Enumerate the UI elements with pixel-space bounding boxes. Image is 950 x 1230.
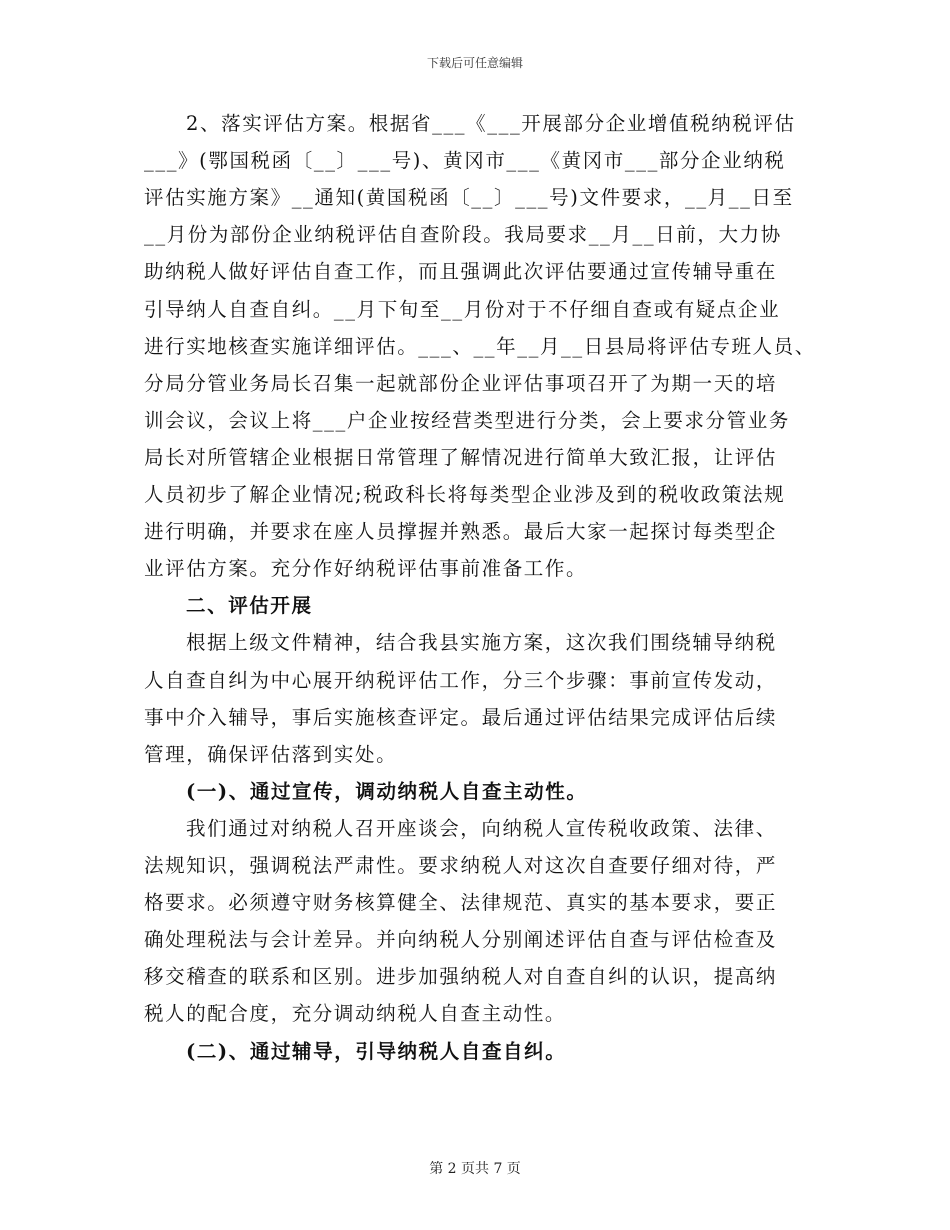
paragraph-line: 确处理税法与会计差异。并向纳税人分别阐述评估自查与评估检查及: [144, 928, 778, 952]
paragraph-line: 我们通过对纳税人召开座谈会，向纳税人宣传税收政策、法律、: [186, 816, 777, 840]
paragraph-line: 事中介入辅导，事后实施核查评定。最后通过评估结果完成评估后续: [144, 705, 778, 729]
paragraph-line: 评估实施方案》__通知(黄国税函〔__〕___号)文件要求，__月__日至: [144, 186, 794, 210]
paragraph-line: 根据上级文件精神，结合我县实施方案，这次我们围绕辅导纳税: [186, 631, 777, 655]
paragraph-line: 管理，确保评估落到实处。: [144, 742, 398, 766]
paragraph-line: 人员初步了解企业情况;税政科长将每类型企业涉及到的税收政策法规: [144, 483, 786, 506]
paragraph-line: 税人的配合度，充分调动纳税人自查主动性。: [144, 1002, 567, 1026]
paragraph-line: 训会议，会议上将___户企业按经营类型进行分类，会上要求分管业务: [144, 408, 790, 432]
paragraph-line: 引导纳人自查自纠。__月下旬至__月份对于不仔细自查或有疑点企业: [144, 297, 781, 321]
paragraph-line: 2、落实评估方案。根据省___《___开展部分企业增值税纳税评估: [186, 112, 796, 135]
section-heading: 二、评估开展: [186, 594, 313, 618]
section-heading: (一)、通过宣传，调动纳税人自查主动性。: [186, 779, 588, 803]
paragraph-line: 移交稽查的联系和区别。进步加强纳税人对自查自纠的认识，提高纳: [144, 965, 778, 989]
page-header: 下载后可任意编辑: [426, 56, 523, 70]
paragraph-line: __月份为部份企业纳税评估自查阶段。我局要求__月__日前，大力协: [144, 223, 782, 247]
paragraph-line: 分局分管业务局长召集一起就部份企业评估事项召开了为期一天的培: [144, 371, 778, 395]
paragraph-line: 业评估方案。充分作好纳税评估事前准备工作。: [144, 557, 588, 581]
paragraph-line: 法规知识，强调税法严肃性。要求纳税人对这次自查要仔细对待，严: [144, 854, 778, 877]
paragraph-line: 进行实地核查实施详细评估。___、__年__月__日县局将评估专班人员、: [144, 334, 816, 358]
paragraph-line: ___》(鄂国税函〔__〕___号)、黄冈市___《黄冈市___部分企业纳税: [144, 149, 786, 173]
paragraph-line: 格要求。必须遵守财务核算健全、法律规范、真实的基本要求，要正: [144, 891, 778, 915]
paragraph-line: 助纳税人做好评估自查工作，而且强调此次评估要通过宣传辅导重在: [144, 260, 778, 284]
paragraph-line: 人自查自纠为中心展开纳税评估工作，分三个步骤：事前宣传发动，: [144, 668, 778, 692]
paragraph-line: 局长对所管辖企业根据日常管理了解情况进行简单大致汇报，让评估: [144, 445, 778, 469]
page-footer: 第 2 页共 7 页: [429, 1161, 521, 1177]
paragraph-line: 进行明确，并要求在座人员撑握并熟悉。最后大家一起探讨每类型企: [144, 520, 778, 544]
section-heading: (二)、通过辅导，引导纳税人自查自纠。: [186, 1039, 567, 1063]
